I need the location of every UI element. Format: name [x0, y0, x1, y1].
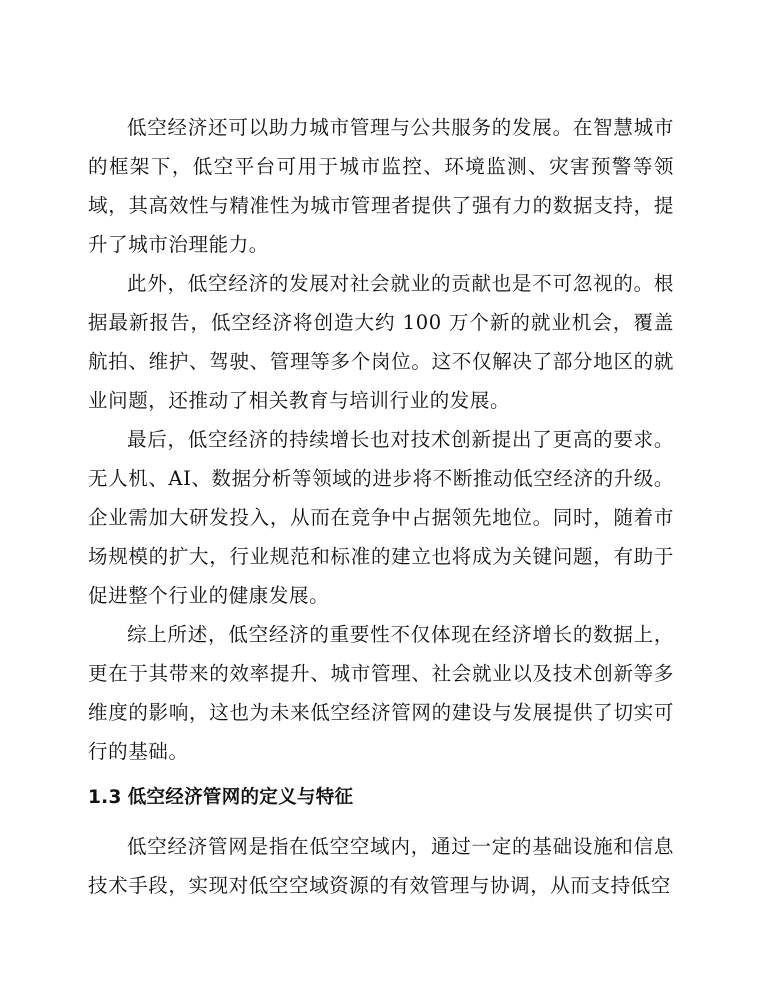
section-number: 1.3: [88, 787, 122, 808]
paragraph-urban-management: 低空经济还可以助力城市管理与公共服务的发展。在智慧城市的框架下，低空平台可用于城市监控、环境监测、灾害预警等领域，其高效性与精准性为城市管理者提供了强有力的数据支持，提升了城市治理能力。: [88, 116, 674, 256]
document-page: [88, 108, 674, 905]
section-title: 低空经济管网的定义与特征: [127, 787, 354, 808]
paragraph-innovation: 最后，低空经济的持续增长也对技术创新提出了更高的要求。无人机、AI、数据分析等领域的进步将不断推动低空经济的升级。企业需加大研发投入，从而在竞争中占据领先地位。同时，随着市场规模的扩大，行业规范和标准的建立也将成为关键问题，有助于促进整个行业的健康发展。: [88, 428, 674, 607]
paragraph-employment: 此外，低空经济的发展对社会就业的贡献也是不可忽视的。根据最新报告，低空经济将创造大约 100 万个新的就业机会，覆盖航拍、维护、驾驶、管理等多个岗位。这不仅解决了部分地区的就业问题，还推动了相关教育与培训行业的发展。: [88, 272, 674, 412]
paragraph-definition: 低空经济管网是指在低空空域内，通过一定的基础设施和信息技术手段，实现对低空空域资源的有效管理与协调，从而支持低空: [88, 835, 674, 897]
section-heading: [88, 780, 674, 816]
paragraph-summary: 综上所述，低空经济的重要性不仅体现在经济增长的数据上，更在于其带来的效率提升、城市管理、社会就业以及技术创新等多维度的影响，这也为未来低空经济管网的建设与发展提供了切实可行的基础。: [88, 623, 674, 763]
